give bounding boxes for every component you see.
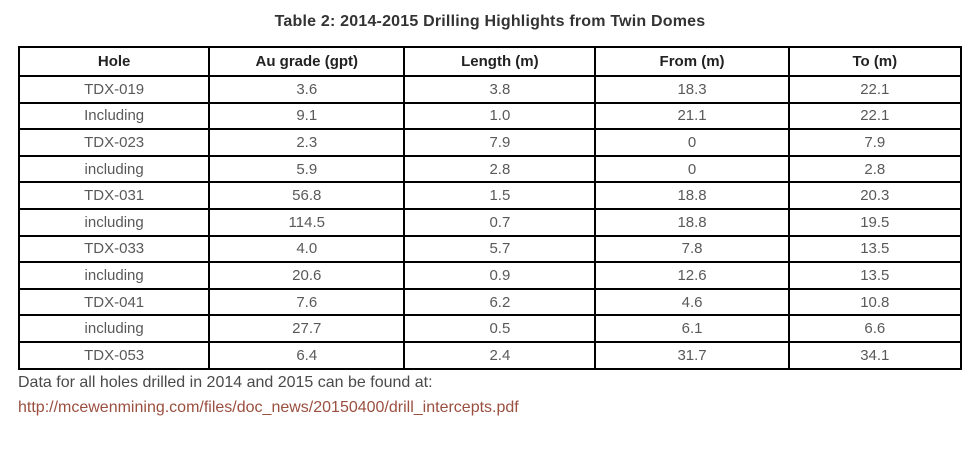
value-cell: 2.8 [789, 156, 961, 183]
table-row [19, 315, 961, 342]
value-cell: 7.6 [209, 289, 404, 316]
value-cell: 13.5 [789, 262, 961, 289]
column-header: From (m) [595, 47, 788, 76]
hole-cell: TDX-041 [19, 289, 209, 316]
value-cell: 18.8 [595, 182, 788, 209]
value-cell: 0.7 [404, 209, 595, 236]
column-header: Length (m) [404, 47, 595, 76]
hole-cell: TDX-031 [19, 182, 209, 209]
value-cell: 6.2 [404, 289, 595, 316]
value-cell: 1.5 [404, 182, 595, 209]
value-cell: 3.8 [404, 76, 595, 103]
value-cell: 6.1 [595, 315, 788, 342]
hole-cell: including [19, 209, 209, 236]
value-cell: 19.5 [789, 209, 961, 236]
hole-cell: TDX-019 [19, 76, 209, 103]
value-cell: 13.5 [789, 236, 961, 263]
footer-link-url[interactable]: http://mcewenmining.com/files/doc_news/20150400/drill_intercepts.pdf [18, 398, 519, 416]
value-cell: 2.8 [404, 156, 595, 183]
value-cell: 7.9 [404, 129, 595, 156]
table-row [19, 262, 961, 289]
value-cell: 114.5 [209, 209, 404, 236]
column-header: Hole [19, 47, 209, 76]
value-cell: 7.9 [789, 129, 961, 156]
value-cell: 20.3 [789, 182, 961, 209]
value-cell: 10.8 [789, 289, 961, 316]
table-row [19, 76, 961, 103]
hole-cell: including [19, 315, 209, 342]
hole-cell: including [19, 156, 209, 183]
value-cell: 2.4 [404, 342, 595, 369]
value-cell: 12.6 [595, 262, 788, 289]
column-header: Au grade (gpt) [209, 47, 404, 76]
table-row [19, 342, 961, 369]
value-cell: 27.7 [209, 315, 404, 342]
value-cell: 20.6 [209, 262, 404, 289]
value-cell: 0.5 [404, 315, 595, 342]
value-cell: 5.7 [404, 236, 595, 263]
table-row [19, 156, 961, 183]
value-cell: 18.8 [595, 209, 788, 236]
hole-cell: including [19, 262, 209, 289]
value-cell: 22.1 [789, 103, 961, 130]
table-row [19, 289, 961, 316]
table-row [19, 209, 961, 236]
table-row [19, 236, 961, 263]
table-row [19, 182, 961, 209]
value-cell: 22.1 [789, 76, 961, 103]
value-cell: 9.1 [209, 103, 404, 130]
column-header: To (m) [789, 47, 961, 76]
value-cell: 0 [595, 129, 788, 156]
value-cell: 5.9 [209, 156, 404, 183]
value-cell: 0.9 [404, 262, 595, 289]
value-cell: 6.4 [209, 342, 404, 369]
value-cell: 56.8 [209, 182, 404, 209]
footer-note: Data for all holes drilled in 2014 and 2015 can be found at: [18, 373, 433, 391]
table-row [19, 103, 961, 130]
value-cell: 2.3 [209, 129, 404, 156]
value-cell: 7.8 [595, 236, 788, 263]
value-cell: 1.0 [404, 103, 595, 130]
value-cell: 31.7 [595, 342, 788, 369]
value-cell: 0 [595, 156, 788, 183]
header-row [19, 47, 961, 76]
value-cell: 6.6 [789, 315, 961, 342]
table-title: Table 2: 2014-2015 Drilling Highlights from Twin Domes [274, 13, 706, 30]
hole-cell: TDX-033 [19, 236, 209, 263]
hole-cell: Including [19, 103, 209, 130]
value-cell: 34.1 [789, 342, 961, 369]
table-row [19, 129, 961, 156]
value-cell: 3.6 [209, 76, 404, 103]
hole-cell: TDX-053 [19, 342, 209, 369]
value-cell: 21.1 [595, 103, 788, 130]
drilling-highlights-table [18, 46, 962, 370]
hole-cell: TDX-023 [19, 129, 209, 156]
value-cell: 4.6 [595, 289, 788, 316]
table-body [19, 76, 961, 369]
value-cell: 4.0 [209, 236, 404, 263]
value-cell: 18.3 [595, 76, 788, 103]
